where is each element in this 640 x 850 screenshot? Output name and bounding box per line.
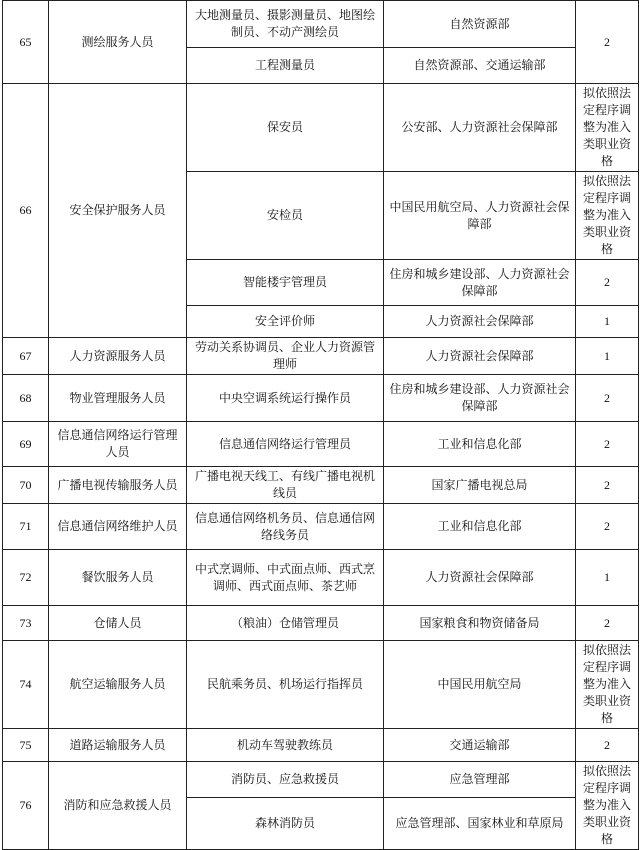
department-cell: 应急管理部 <box>384 762 576 798</box>
table-row <box>3 422 639 467</box>
job-title-cell: 中式烹调师、中式面点师、西式烹调师、西式面点师、茶艺师 <box>187 550 384 606</box>
category-cell: 信息通信网络维护人员 <box>49 504 187 550</box>
row-number: 65 <box>3 1 49 84</box>
table-row <box>3 606 639 641</box>
row-number: 71 <box>3 504 49 550</box>
table-row <box>3 467 639 504</box>
job-title-cell: 大地测量员、摄影测量员、地图绘制员、不动产测绘员 <box>187 1 384 48</box>
department-cell: 自然资源部 <box>384 1 576 48</box>
job-title-cell: 工程测量员 <box>187 48 384 84</box>
row-number: 73 <box>3 606 49 641</box>
row-number: 74 <box>3 641 49 729</box>
level-cell: 拟依照法定程序调整为准入类职业资格 <box>576 172 639 260</box>
level-cell: 2 <box>576 375 639 422</box>
category-cell: 仓储人员 <box>49 606 187 641</box>
table-row <box>3 762 639 798</box>
department-cell: 国家广播电视总局 <box>384 467 576 504</box>
row-number: 75 <box>3 729 49 762</box>
category-cell: 航空运输服务人员 <box>49 641 187 729</box>
department-cell: 人力资源社会保障部 <box>384 550 576 606</box>
row-number: 70 <box>3 467 49 504</box>
level-cell: 2 <box>576 1 639 84</box>
department-cell: 住房和城乡建设部、人力资源社会保障部 <box>384 260 576 306</box>
job-title-cell: （粮油）仓储管理员 <box>187 606 384 641</box>
table-row <box>3 550 639 606</box>
category-cell: 消防和应急救援人员 <box>49 762 187 850</box>
job-title-cell: 机动车驾驶教练员 <box>187 729 384 762</box>
job-title-cell: 信息通信网络运行管理员 <box>187 422 384 467</box>
job-title-cell: 安全评价师 <box>187 306 384 338</box>
category-cell: 餐饮服务人员 <box>49 550 187 606</box>
category-cell: 信息通信网络运行管理人员 <box>49 422 187 467</box>
department-cell: 中国民用航空局 <box>384 641 576 729</box>
job-title-cell: 森林消防员 <box>187 797 384 849</box>
category-cell: 人力资源服务人员 <box>49 338 187 375</box>
job-title-cell: 信息通信网络机务员、信息通信网络线务员 <box>187 504 384 550</box>
level-cell: 2 <box>576 260 639 306</box>
level-cell: 1 <box>576 306 639 338</box>
row-number: 69 <box>3 422 49 467</box>
category-cell: 道路运输服务人员 <box>49 729 187 762</box>
level-cell: 2 <box>576 729 639 762</box>
category-cell: 物业管理服务人员 <box>49 375 187 422</box>
row-number: 68 <box>3 375 49 422</box>
row-number: 72 <box>3 550 49 606</box>
level-cell: 拟依照法定程序调整为准入类职业资格 <box>576 762 639 850</box>
department-cell: 工业和信息化部 <box>384 504 576 550</box>
job-title-cell: 中央空调系统运行操作员 <box>187 375 384 422</box>
table-row <box>3 729 639 762</box>
level-cell: 拟依照法定程序调整为准入类职业资格 <box>576 84 639 172</box>
level-cell: 2 <box>576 422 639 467</box>
level-cell: 2 <box>576 467 639 504</box>
level-cell: 1 <box>576 550 639 606</box>
table-row <box>3 338 639 375</box>
department-cell: 应急管理部、国家林业和草原局 <box>384 797 576 849</box>
table-row <box>3 641 639 729</box>
department-cell: 中国民用航空局、人力资源社会保障部 <box>384 172 576 260</box>
department-cell: 交通运输部 <box>384 729 576 762</box>
row-number: 76 <box>3 762 49 850</box>
table-row <box>3 1 639 48</box>
job-title-cell: 保安员 <box>187 84 384 172</box>
department-cell: 住房和城乡建设部、人力资源社会保障部 <box>384 375 576 422</box>
job-title-cell: 广播电视天线工、有线广播电视机线员 <box>187 467 384 504</box>
department-cell: 自然资源部、交通运输部 <box>384 48 576 84</box>
level-cell: 拟依照法定程序调整为准入类职业资格 <box>576 641 639 729</box>
row-number: 66 <box>3 84 49 338</box>
department-cell: 人力资源社会保障部 <box>384 306 576 338</box>
job-title-cell: 劳动关系协调员、企业人力资源管理师 <box>187 338 384 375</box>
table-row <box>3 84 639 172</box>
table-row <box>3 375 639 422</box>
category-cell: 广播电视传输服务人员 <box>49 467 187 504</box>
department-cell: 工业和信息化部 <box>384 422 576 467</box>
department-cell: 公安部、人力资源社会保障部 <box>384 84 576 172</box>
department-cell: 国家粮食和物资储备局 <box>384 606 576 641</box>
category-cell: 测绘服务人员 <box>49 1 187 84</box>
department-cell: 人力资源社会保障部 <box>384 338 576 375</box>
row-number: 67 <box>3 338 49 375</box>
level-cell: 2 <box>576 606 639 641</box>
job-title-cell: 安检员 <box>187 172 384 260</box>
occupation-table <box>2 0 639 850</box>
level-cell: 2 <box>576 504 639 550</box>
job-title-cell: 民航乘务员、机场运行指挥员 <box>187 641 384 729</box>
level-cell: 1 <box>576 338 639 375</box>
table-row <box>3 504 639 550</box>
job-title-cell: 智能楼宇管理员 <box>187 260 384 306</box>
job-title-cell: 消防员、应急救援员 <box>187 762 384 798</box>
category-cell: 安全保护服务人员 <box>49 84 187 338</box>
